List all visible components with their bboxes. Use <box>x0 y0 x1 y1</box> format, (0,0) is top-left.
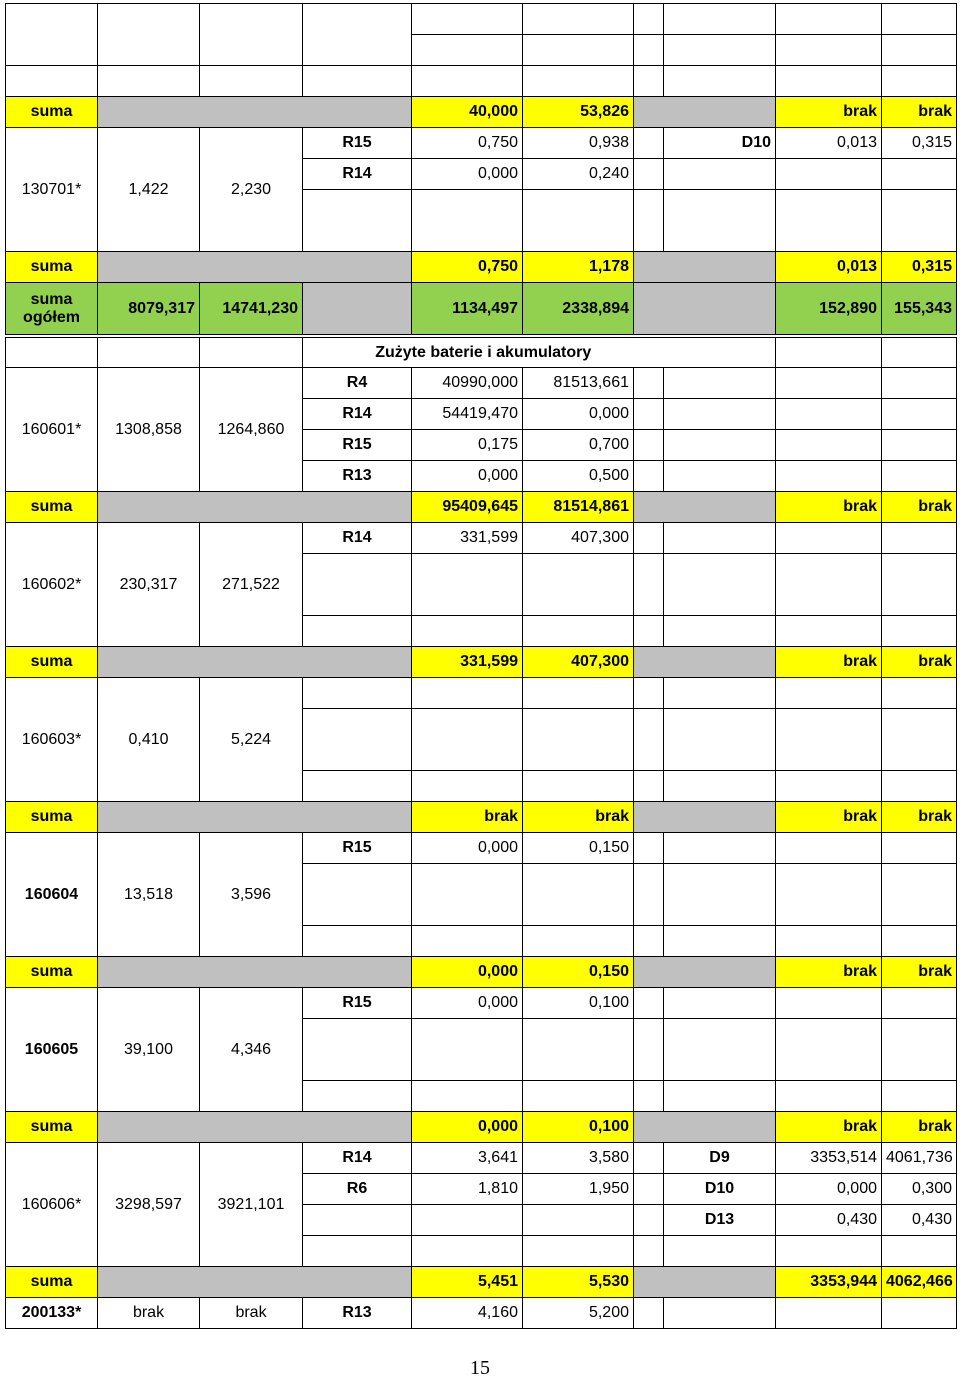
suma-value: brak <box>882 647 957 678</box>
value: 0,100 <box>523 988 634 1019</box>
suma-label: suma <box>6 647 98 678</box>
table-row <box>6 1298 957 1329</box>
suma-value: 0,315 <box>882 252 957 283</box>
suma-value: brak <box>882 802 957 833</box>
process-code: R13 <box>303 1298 412 1329</box>
suma-value: brak <box>882 492 957 523</box>
suma-value: 0,100 <box>523 1112 634 1143</box>
process-code: R15 <box>303 833 412 864</box>
value: 4061,736 <box>882 1143 957 1174</box>
waste-code: 160606* <box>6 1143 98 1267</box>
table-row <box>6 988 957 1019</box>
suma-value: brak <box>776 1112 882 1143</box>
total-value: 8079,317 <box>98 283 200 335</box>
total-label-line: ogółem <box>23 308 80 326</box>
suma-value: 0,013 <box>776 252 882 283</box>
total-label-line: suma <box>30 290 73 308</box>
quantity: 0,410 <box>98 678 200 802</box>
suma-value: 1,178 <box>523 252 634 283</box>
blank-row <box>6 35 957 66</box>
total-value: 152,890 <box>776 283 882 335</box>
suma-value: brak <box>882 97 957 128</box>
quantity: 13,518 <box>98 833 200 957</box>
section-row <box>6 338 957 368</box>
value: 4,160 <box>412 1298 523 1329</box>
process-code: R14 <box>303 159 412 190</box>
suma-value: 3353,944 <box>776 1267 882 1298</box>
suma-row <box>6 1112 957 1143</box>
section-title: Zużyte baterie i akumulatory <box>303 338 664 368</box>
suma-row <box>6 647 957 678</box>
total-value: 1134,497 <box>412 283 523 335</box>
suma-row <box>6 802 957 833</box>
suma-value: brak <box>776 957 882 988</box>
value: 0,175 <box>412 430 523 461</box>
value: 1,810 <box>412 1174 523 1205</box>
value: 0,700 <box>523 430 634 461</box>
value: 81513,661 <box>523 368 634 399</box>
total-value: 14741,230 <box>200 283 303 335</box>
quantity: 5,224 <box>200 678 303 802</box>
process-code: D13 <box>664 1205 776 1236</box>
suma-value: brak <box>882 957 957 988</box>
value: 0,300 <box>882 1174 957 1205</box>
quantity: 230,317 <box>98 523 200 647</box>
value: 0,013 <box>776 128 882 159</box>
quantity: 1308,858 <box>98 368 200 492</box>
suma-row <box>6 252 957 283</box>
quantity: brak <box>200 1298 303 1329</box>
suma-value: brak <box>776 802 882 833</box>
suma-label: suma <box>6 957 98 988</box>
waste-code: 130701* <box>6 128 98 252</box>
value: 0,000 <box>412 461 523 492</box>
suma-row <box>6 492 957 523</box>
value: 3,580 <box>523 1143 634 1174</box>
waste-code: 160601* <box>6 368 98 492</box>
value: 54419,470 <box>412 399 523 430</box>
total-value: 155,343 <box>882 283 957 335</box>
suma-value: 40,000 <box>412 97 523 128</box>
process-code: R14 <box>303 399 412 430</box>
waste-code: 160604 <box>6 833 98 957</box>
suma-value: brak <box>412 802 523 833</box>
value: 0,938 <box>523 128 634 159</box>
value: 0,315 <box>882 128 957 159</box>
table-row <box>6 833 957 864</box>
quantity: 1264,860 <box>200 368 303 492</box>
value: 0,000 <box>412 833 523 864</box>
table-row <box>6 1143 957 1174</box>
table-row <box>6 678 957 709</box>
value: 1,950 <box>523 1174 634 1205</box>
process-code: R14 <box>303 1143 412 1174</box>
suma-value: 53,826 <box>523 97 634 128</box>
value: 40990,000 <box>412 368 523 399</box>
process-code: D9 <box>664 1143 776 1174</box>
value: 0,430 <box>776 1205 882 1236</box>
waste-code: 160605 <box>6 988 98 1112</box>
waste-code: 160602* <box>6 523 98 647</box>
value: 0,500 <box>523 461 634 492</box>
process-code <box>303 1205 412 1236</box>
process-code: R4 <box>303 368 412 399</box>
waste-code: 200133* <box>6 1298 98 1329</box>
suma-value: brak <box>523 802 634 833</box>
waste-table-upper <box>5 3 957 335</box>
process-code: R15 <box>303 430 412 461</box>
value: 0,000 <box>776 1174 882 1205</box>
process-code: R13 <box>303 461 412 492</box>
value: 0,000 <box>412 988 523 1019</box>
quantity: 1,422 <box>98 128 200 252</box>
value <box>523 1205 634 1236</box>
value: 3,641 <box>412 1143 523 1174</box>
suma-label: suma <box>6 802 98 833</box>
suma-value: 0,150 <box>523 957 634 988</box>
suma-label: suma <box>6 97 98 128</box>
value: 407,300 <box>523 523 634 554</box>
table-row <box>6 523 957 554</box>
value <box>412 1205 523 1236</box>
suma-row <box>6 957 957 988</box>
suma-value: brak <box>776 97 882 128</box>
suma-value: 0,000 <box>412 1112 523 1143</box>
suma-value: 4062,466 <box>882 1267 957 1298</box>
table-row <box>6 128 957 159</box>
value: 0,430 <box>882 1205 957 1236</box>
table-row <box>6 368 957 399</box>
value: 0,240 <box>523 159 634 190</box>
waste-code: 160603* <box>6 678 98 802</box>
suma-value: 407,300 <box>523 647 634 678</box>
value: 0,000 <box>412 159 523 190</box>
suma-row <box>6 1267 957 1298</box>
quantity: 2,230 <box>200 128 303 252</box>
process-code: R14 <box>303 523 412 554</box>
suma-value: 0,000 <box>412 957 523 988</box>
value: 331,599 <box>412 523 523 554</box>
blank-row <box>6 66 957 97</box>
quantity: 39,100 <box>98 988 200 1112</box>
quantity: 3,596 <box>200 833 303 957</box>
suma-value: 81514,861 <box>523 492 634 523</box>
process-code: D10 <box>664 128 776 159</box>
suma-value: 331,599 <box>412 647 523 678</box>
suma-label: suma <box>6 1267 98 1298</box>
value: 0,150 <box>523 833 634 864</box>
suma-label: suma <box>6 252 98 283</box>
value: 5,200 <box>523 1298 634 1329</box>
suma-value: 5,451 <box>412 1267 523 1298</box>
suma-value: 0,750 <box>412 252 523 283</box>
process-code: R15 <box>303 128 412 159</box>
process-code: R15 <box>303 988 412 1019</box>
quantity: 3298,597 <box>98 1143 200 1267</box>
quantity: 3921,101 <box>200 1143 303 1267</box>
suma-label: suma <box>6 492 98 523</box>
waste-table-lower <box>5 337 957 1329</box>
quantity: brak <box>98 1298 200 1329</box>
suma-value: brak <box>776 647 882 678</box>
quantity: 271,522 <box>200 523 303 647</box>
suma-value: brak <box>776 492 882 523</box>
process-code: D10 <box>664 1174 776 1205</box>
suma-row <box>6 97 957 128</box>
total-label <box>6 283 98 335</box>
value: 0,750 <box>412 128 523 159</box>
total-value: 2338,894 <box>523 283 634 335</box>
suma-value: brak <box>882 1112 957 1143</box>
suma-value: 5,530 <box>523 1267 634 1298</box>
quantity: 4,346 <box>200 988 303 1112</box>
value: 0,000 <box>523 399 634 430</box>
total-row <box>6 283 957 335</box>
suma-label: suma <box>6 1112 98 1143</box>
value: 3353,514 <box>776 1143 882 1174</box>
page-number: 15 <box>470 1357 490 1379</box>
process-code: R6 <box>303 1174 412 1205</box>
suma-value: 95409,645 <box>412 492 523 523</box>
blank-row <box>6 4 957 35</box>
